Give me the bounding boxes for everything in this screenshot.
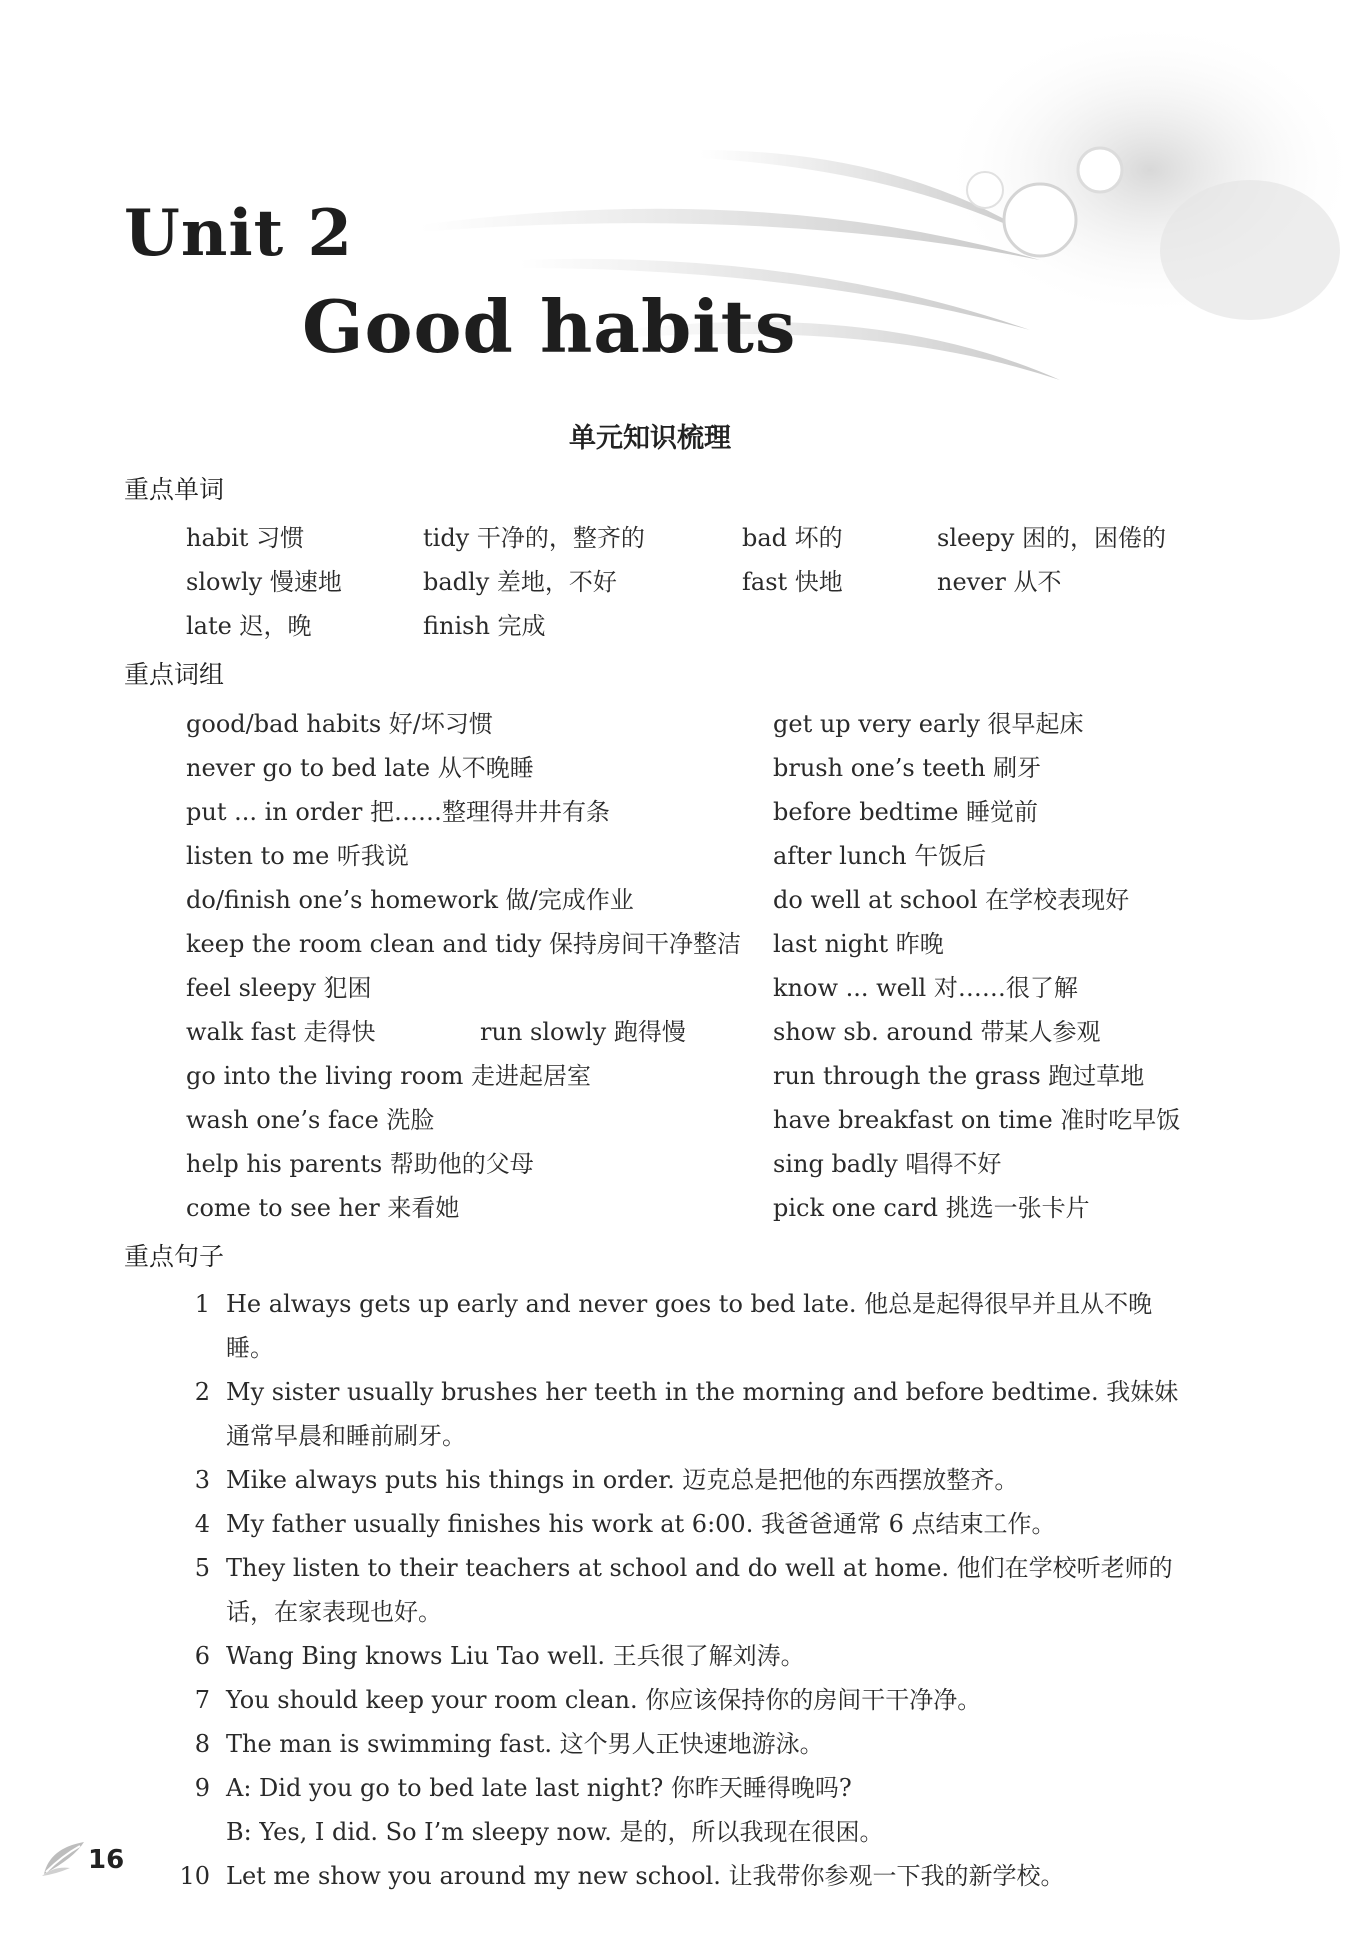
word-item: fast 快地 <box>742 568 843 596</box>
word-item: slowly 慢速地 <box>186 568 342 596</box>
unit-title: Good habits <box>302 284 797 369</box>
phrase-item: do well at school 在学校表现好 <box>773 886 1130 914</box>
sentence-item <box>186 1502 1186 1546</box>
phrase-item: help his parents 帮助他的父母 <box>186 1150 534 1178</box>
sentence-text: A: Did you go to bed late last night? 你昨天睡得晚吗? <box>226 1774 852 1802</box>
sentence-number: 4 <box>194 1510 210 1538</box>
sentence-number: 5 <box>194 1554 210 1582</box>
phrase-item: never go to bed late 从不晚睡 <box>186 754 534 782</box>
sentence-number: 2 <box>194 1378 210 1406</box>
phrase-item: get up very early 很早起床 <box>773 710 1084 738</box>
word-item: late 迟，晚 <box>186 612 312 640</box>
phrase-item: feel sleepy 犯困 <box>186 974 372 1002</box>
section-title: 单元知识梳理 <box>569 423 731 454</box>
sentence-item <box>186 1678 1186 1722</box>
phrase-item: know ... well 对……很了解 <box>773 974 1078 1002</box>
phrase-item: keep the room clean and tidy 保持房间干净整洁 <box>186 930 741 958</box>
phrase-item: show sb. around 带某人参观 <box>773 1018 1101 1046</box>
page-number: 16 <box>88 1845 125 1875</box>
sentence-item <box>186 1766 1186 1854</box>
phrase-item: come to see her 来看她 <box>186 1194 460 1222</box>
key-sentences-heading: 重点句子 <box>124 1242 225 1271</box>
sentence-list <box>179 1282 1186 1898</box>
phrase-item: run slowly 跑得慢 <box>480 1018 686 1046</box>
sentence-text: You should keep your room clean. 你应该保持你的房间干干净净。 <box>226 1686 982 1714</box>
phrase-item: after lunch 午饭后 <box>773 842 987 870</box>
word-item: bad 坏的 <box>742 524 843 552</box>
sentence-text: The man is swimming fast. 这个男人正快速地游泳。 <box>226 1730 824 1758</box>
phrase-item: run through the grass 跑过草地 <box>773 1062 1145 1090</box>
word-item: badly 差地，不好 <box>423 568 617 596</box>
word-item: sleepy 困的，困倦的 <box>937 524 1166 552</box>
sentence-item <box>186 1722 1186 1766</box>
phrase-item: brush one’s teeth 刷牙 <box>773 754 1042 782</box>
key-phrases-heading: 重点词组 <box>124 660 225 689</box>
phrase-item: go into the living room 走进起居室 <box>186 1062 592 1090</box>
sentence-number: 9 <box>194 1774 210 1802</box>
sentence-number: 8 <box>194 1730 210 1758</box>
sentence-item <box>186 1282 1186 1370</box>
sentence-item <box>186 1458 1186 1502</box>
phrase-item: listen to me 听我说 <box>186 842 409 870</box>
sentence-text: My sister usually brushes her teeth in the morning and before bedtime. 我妹妹通常早晨和睡前刷牙。 <box>226 1378 1179 1450</box>
phrase-item: walk fast 走得快 <box>186 1018 376 1046</box>
phrase-item: sing badly 唱得不好 <box>773 1150 1002 1178</box>
sentence-item <box>186 1634 1186 1678</box>
phrase-item: put ... in order 把……整理得井井有条 <box>186 798 610 826</box>
phrase-item: last night 昨晚 <box>773 930 944 958</box>
sentence-text: They listen to their teachers at school and do well at home. 他们在学校听老师的话，在家表现也好。 <box>226 1554 1173 1626</box>
key-words-heading: 重点单词 <box>124 475 225 504</box>
phrase-item: wash one’s face 洗脸 <box>186 1106 435 1134</box>
sentence-number: 10 <box>179 1862 210 1890</box>
phrase-item: have breakfast on time 准时吃早饭 <box>773 1106 1181 1134</box>
word-item: habit 习惯 <box>186 524 305 552</box>
sentence-number: 3 <box>194 1466 210 1494</box>
sentence-number: 6 <box>194 1642 210 1670</box>
leaf-icon <box>40 1838 88 1878</box>
phrase-item: good/bad habits 好/坏习惯 <box>186 710 493 738</box>
sentence-number: 7 <box>194 1686 210 1714</box>
sentence-text: He always gets up early and never goes to bed late. 他总是起得很早并且从不晚睡。 <box>226 1290 1153 1362</box>
sentence-text: Let me show you around my new school. 让我带你参观一下我的新学校。 <box>226 1862 1065 1890</box>
sentence-text: Mike always puts his things in order. 迈克总是把他的东西摆放整齐。 <box>226 1466 1019 1494</box>
sentence-item <box>186 1370 1186 1458</box>
sentence-item <box>186 1546 1186 1634</box>
phrase-item: pick one card 挑选一张卡片 <box>773 1194 1090 1222</box>
word-item: tidy 干净的，整齐的 <box>423 524 645 552</box>
sentence-text: Wang Bing knows Liu Tao well. 王兵很了解刘涛。 <box>226 1642 805 1670</box>
word-item: never 从不 <box>937 568 1062 596</box>
sentence-number: 1 <box>194 1290 210 1318</box>
word-item: finish 完成 <box>423 612 546 640</box>
unit-label: Unit 2 <box>124 196 354 271</box>
sentence-text: My father usually finishes his work at 6:00. 我爸爸通常 6 点结束工作。 <box>226 1510 1056 1538</box>
sentence-item <box>179 1854 1186 1898</box>
phrase-item: do/finish one’s homework 做/完成作业 <box>186 886 634 914</box>
sentence-text-reply: B: Yes, I did. So I’m sleepy now. 是的，所以我现在很困。 <box>226 1818 884 1846</box>
phrase-item: before bedtime 睡觉前 <box>773 798 1039 826</box>
